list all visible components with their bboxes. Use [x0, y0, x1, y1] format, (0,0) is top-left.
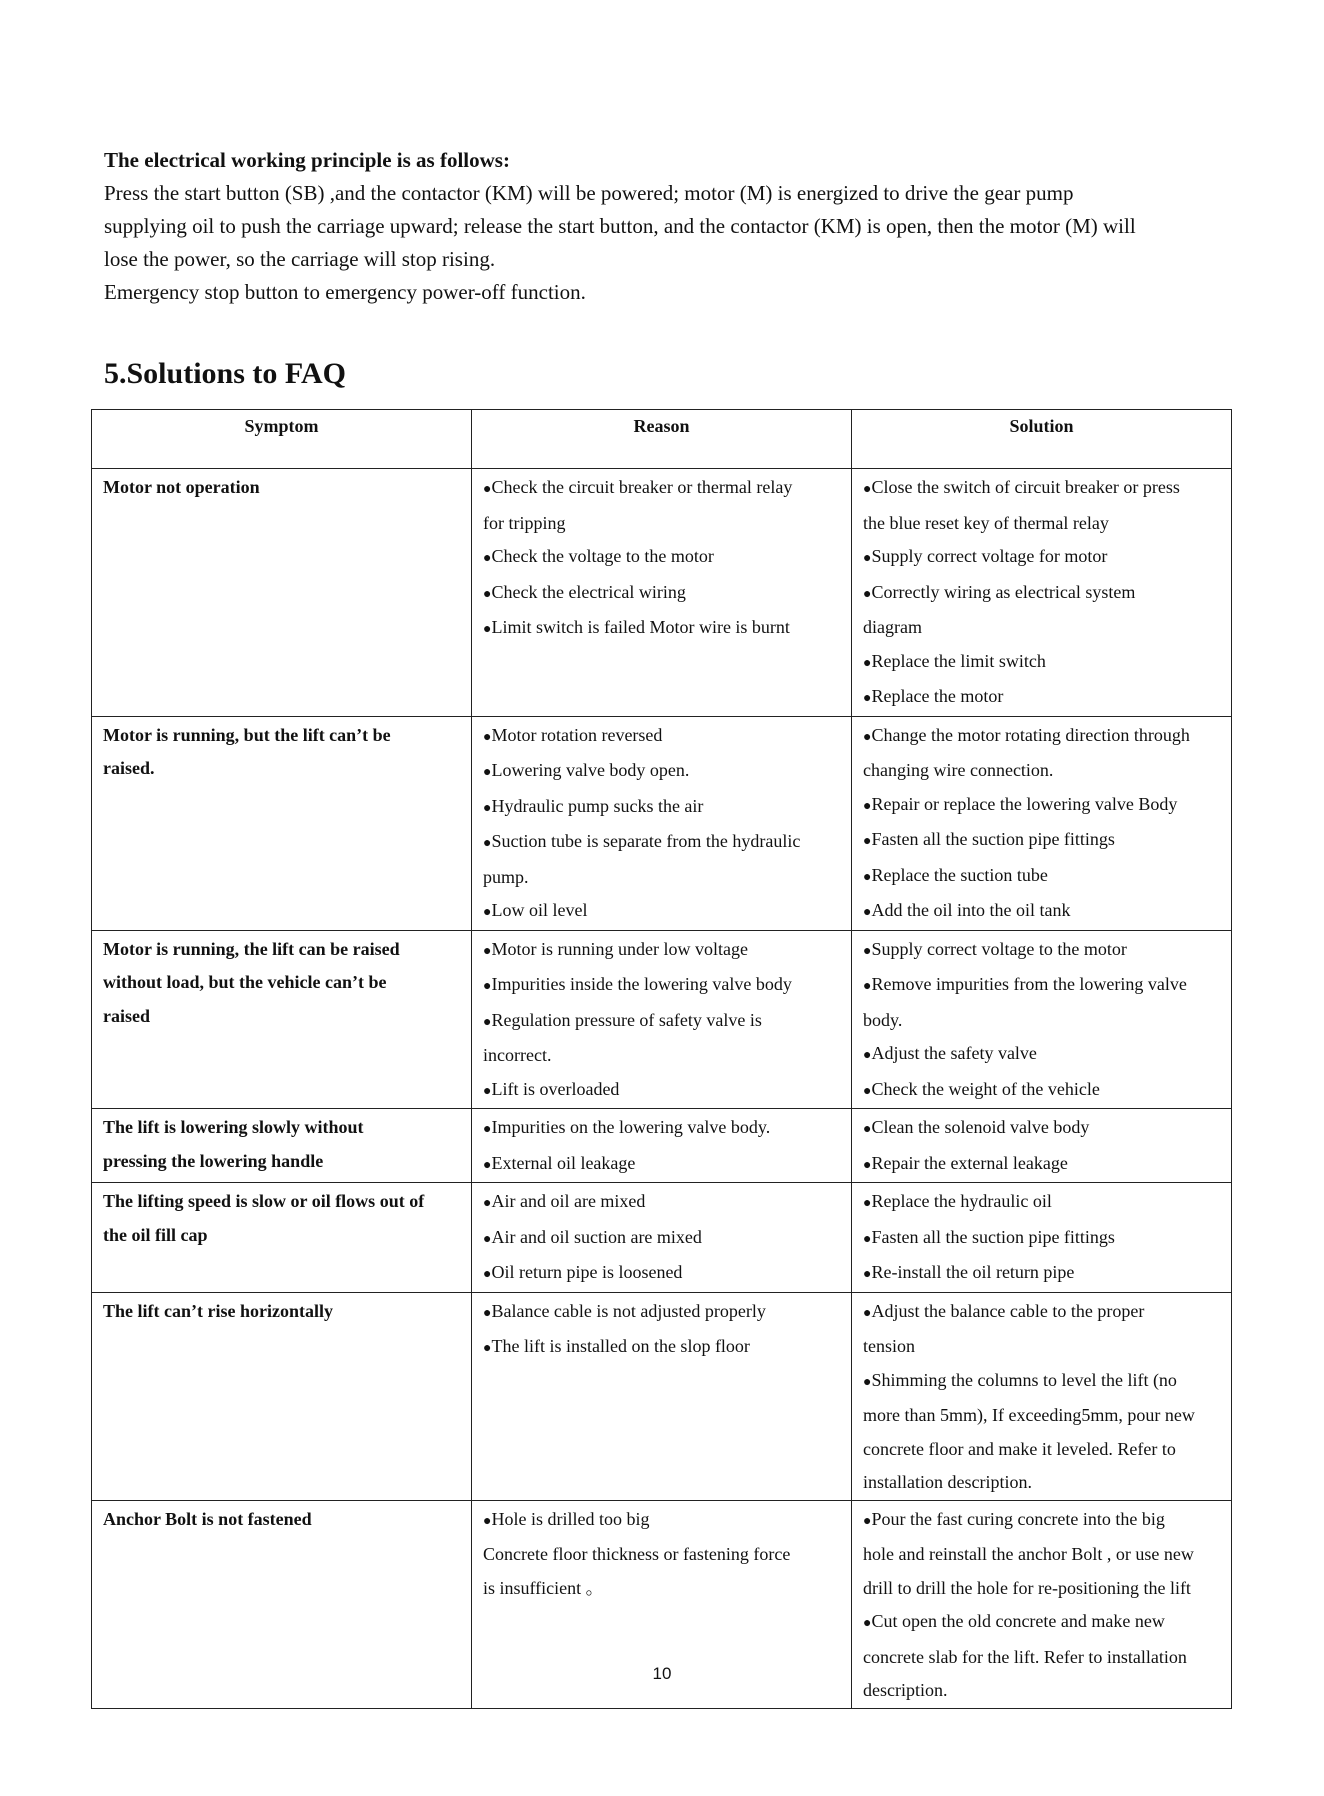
solution-line: ● Adjust the safety valve	[863, 1037, 1220, 1073]
table-row	[92, 1292, 1232, 1500]
faq-table	[91, 409, 1232, 1709]
solution-line: ● Clean the solenoid valve body	[863, 1111, 1220, 1147]
intro-section	[104, 144, 1234, 309]
symptom-line: The lift is lowering slowly without	[103, 1117, 364, 1137]
reason-line: ● Air and oil suction are mixed	[483, 1221, 840, 1257]
solution-line: hole and reinstall the anchor Bolt , or use new	[863, 1544, 1194, 1564]
reason-cell	[472, 469, 852, 717]
table-row	[92, 1183, 1232, 1293]
symptom-line: Motor is running, but the lift can’t be	[103, 724, 391, 745]
symptom-line: The lift can’t rise horizontally	[103, 1300, 333, 1321]
symptom-line: the oil fill cap	[103, 1224, 208, 1245]
symptom-line: pressing the lowering handle	[103, 1150, 324, 1171]
solution-line: ● Adjust the balance cable to the proper	[863, 1295, 1220, 1331]
solution-line: more than 5mm), If exceeding5mm, pour new	[863, 1405, 1195, 1425]
table-row	[92, 716, 1232, 930]
reason-cell	[472, 716, 852, 930]
symptom-cell	[92, 1109, 472, 1183]
solution-cell	[852, 1109, 1232, 1183]
solution-line: ● Remove impurities from the lowering valve	[863, 968, 1220, 1004]
solution-line: ● Replace the hydraulic oil	[863, 1185, 1220, 1221]
reason-line: ● Hydraulic pump sucks the air	[483, 790, 840, 826]
symptom-line: raised	[103, 1005, 150, 1026]
header-reason: Reason	[472, 410, 852, 469]
table-row	[92, 469, 1232, 717]
solution-cell	[852, 930, 1232, 1109]
reason-line: ● Check the electrical wiring	[483, 576, 840, 612]
solution-line: ● Check the weight of the vehicle	[863, 1073, 1220, 1109]
solution-line: the blue reset key of thermal relay	[863, 512, 1109, 533]
reason-line: is insufficient 。	[483, 1577, 604, 1598]
solution-line: body.	[863, 1009, 903, 1030]
reason-cell	[472, 1292, 852, 1500]
symptom-line: raised.	[103, 758, 155, 778]
solution-line: tension	[863, 1336, 915, 1356]
intro-line: lose the power, so the carriage will stop rising.	[104, 247, 496, 271]
reason-line: ● External oil leakage	[483, 1147, 840, 1183]
reason-line: incorrect.	[483, 1045, 552, 1065]
symptom-cell	[92, 930, 472, 1109]
solution-line: diagram	[863, 617, 922, 637]
reason-line: ● Lift is overloaded	[483, 1073, 840, 1109]
solution-line: ● Replace the limit switch	[863, 645, 1220, 681]
solution-line: ● Correctly wiring as electrical system	[863, 576, 1220, 612]
solution-line: ● Close the switch of circuit breaker or press	[863, 471, 1220, 507]
intro-line: Press the start button (SB) ,and the contactor (KM) will be powered; motor (M) is energized to drive the gear pump	[104, 181, 1074, 205]
faq-table-body	[92, 469, 1232, 1709]
reason-line: ● The lift is installed on the slop floor	[483, 1330, 840, 1366]
page-number: 10	[652, 1664, 672, 1683]
reason-cell	[472, 930, 852, 1109]
symptom-cell	[92, 716, 472, 930]
reason-line: ● Check the circuit breaker or thermal relay	[483, 471, 840, 507]
reason-line: ● Regulation pressure of safety valve is	[483, 1004, 840, 1040]
solution-line: ● Repair or replace the lowering valve Body	[863, 788, 1220, 824]
solution-line: ● Pour the fast curing concrete into the big	[863, 1503, 1220, 1539]
symptom-line: Anchor Bolt is not fastened	[103, 1508, 312, 1529]
reason-line: ● Air and oil are mixed	[483, 1185, 840, 1221]
reason-line: Concrete floor thickness or fastening force	[483, 1544, 791, 1564]
solution-cell	[852, 469, 1232, 717]
solution-line: concrete floor and make it leveled. Refer to	[863, 1438, 1176, 1459]
symptom-cell	[92, 1292, 472, 1500]
solution-line: drill to drill the hole for re-positioning the lift	[863, 1577, 1191, 1598]
solution-line: ● Replace the motor	[863, 680, 1220, 716]
reason-line: ● Hole is drilled too big	[483, 1503, 840, 1539]
reason-cell	[472, 1109, 852, 1183]
reason-line: ● Suction tube is separate from the hydraulic	[483, 825, 840, 861]
reason-line: for tripping	[483, 512, 566, 533]
solution-line: ● Supply correct voltage for motor	[863, 540, 1220, 576]
reason-line: ● Limit switch is failed Motor wire is burnt	[483, 611, 840, 647]
solution-line: installation description.	[863, 1472, 1032, 1492]
symptom-cell	[92, 469, 472, 717]
symptom-line: Motor not operation	[103, 477, 260, 497]
reason-cell	[472, 1183, 852, 1293]
reason-line: ● Impurities inside the lowering valve body	[483, 968, 840, 1004]
symptom-line: Motor is running, the lift can be raised	[103, 938, 400, 959]
solution-line: ● Fasten all the suction pipe fittings	[863, 1221, 1220, 1257]
table-row	[92, 930, 1232, 1109]
reason-line: ● Motor is running under low voltage	[483, 933, 840, 969]
header-solution: Solution	[852, 410, 1232, 469]
solution-line: ● Cut open the old concrete and make new	[863, 1605, 1220, 1641]
reason-line: pump.	[483, 866, 529, 887]
symptom-line: without load, but the vehicle can’t be	[103, 972, 387, 992]
solution-cell	[852, 1183, 1232, 1293]
solution-line: ● Supply correct voltage to the motor	[863, 933, 1220, 969]
symptom-cell	[92, 1183, 472, 1293]
symptom-line: The lifting speed is slow or oil flows out of	[103, 1191, 425, 1211]
solution-line: description.	[863, 1680, 948, 1700]
header-symptom: Symptom	[92, 410, 472, 469]
solution-line: ● Re-install the oil return pipe	[863, 1256, 1220, 1292]
reason-line: ● Motor rotation reversed	[483, 719, 840, 755]
section-title: 5.Solutions to FAQ	[104, 357, 346, 390]
reason-line: ● Oil return pipe is loosened	[483, 1256, 840, 1292]
solution-line: ● Shimming the columns to level the lift (no	[863, 1364, 1220, 1400]
solution-line: ● Replace the suction tube	[863, 859, 1220, 895]
solution-line: ● Change the motor rotating direction through	[863, 719, 1220, 755]
solution-cell	[852, 716, 1232, 930]
intro-line: Emergency stop button to emergency power-off function.	[104, 280, 586, 304]
reason-line: ● Lowering valve body open.	[483, 754, 840, 790]
solution-line: changing wire connection.	[863, 760, 1054, 780]
table-row	[92, 1109, 1232, 1183]
solution-line: ● Repair the external leakage	[863, 1147, 1220, 1183]
reason-line: ● Low oil level	[483, 894, 840, 930]
reason-line: ● Impurities on the lowering valve body.	[483, 1111, 840, 1147]
solution-line: ● Add the oil into the oil tank	[863, 894, 1220, 930]
intro-heading: The electrical working principle is as follows:	[104, 148, 510, 172]
solution-line: concrete slab for the lift. Refer to installation	[863, 1646, 1187, 1667]
reason-line: ● Check the voltage to the motor	[483, 540, 840, 576]
solution-line: ● Fasten all the suction pipe fittings	[863, 823, 1220, 859]
reason-line: ● Balance cable is not adjusted properly	[483, 1295, 840, 1331]
faq-header-row	[92, 410, 1232, 469]
solution-cell	[852, 1292, 1232, 1500]
intro-line: supplying oil to push the carriage upward; release the start button, and the contactor (KM) is open, then the motor (M) will	[104, 214, 1136, 238]
